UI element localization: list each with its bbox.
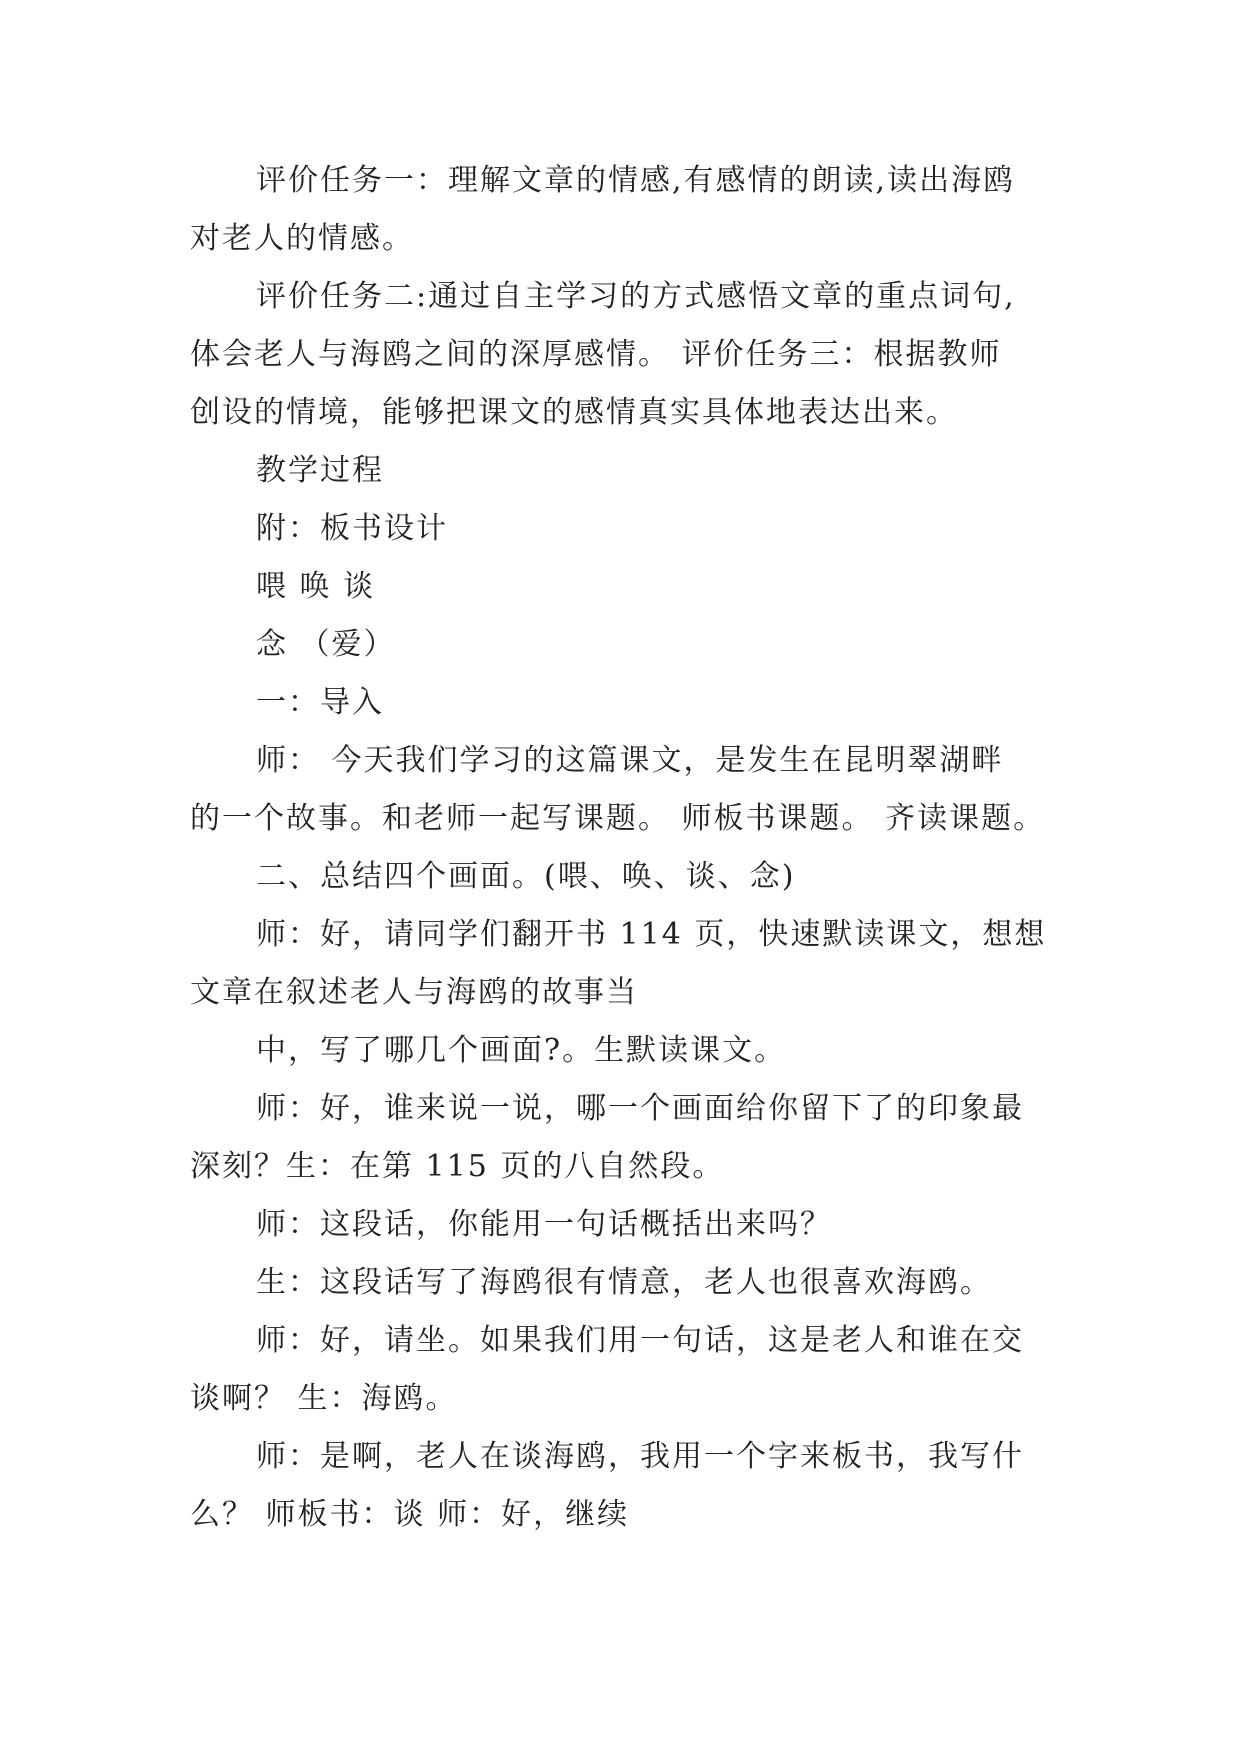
text-line-21: 师：好，请坐。如果我们用一句话，这是老人和谁在交 bbox=[256, 1323, 1024, 1358]
text-line-2: 对老人的情感。 bbox=[190, 221, 414, 256]
text-line-16: 中，写了哪几个画面?。生默读课文。 bbox=[256, 1033, 787, 1068]
document-body bbox=[190, 152, 1090, 1544]
text-line-15: 文章在叙述老人与海鸥的故事当 bbox=[190, 975, 638, 1010]
text-line-13: 二、总结四个画面。(喂、唤、谈、念) bbox=[256, 859, 796, 894]
text-line-24: 么？ 师板书：谈 师：好，继续 bbox=[190, 1497, 630, 1532]
text-line-8: 喂 唤 谈 bbox=[256, 569, 376, 604]
text-line-10: 一：导入 bbox=[256, 685, 384, 720]
text-line-11: 师： 今天我们学习的这篇课文，是发生在昆明翠湖畔 bbox=[256, 743, 1004, 778]
text-line-3: 评价任务二:通过自主学习的方式感悟文章的重点词句, bbox=[256, 279, 1016, 314]
text-line-9: 念 （爱） bbox=[256, 627, 396, 662]
text-line-12: 的一个故事。和老师一起写课题。 师板书课题。 齐读课题。 bbox=[190, 801, 1046, 836]
text-line-19: 师：这段话，你能用一句话概括出来吗？ bbox=[256, 1207, 832, 1242]
text-line-7: 附：板书设计 bbox=[256, 511, 448, 546]
text-line-17: 师：好，谁来说一说，哪一个画面给你留下了的印象最 bbox=[256, 1091, 1024, 1126]
text-line-14: 师：好，请同学们翻开书 114 页，快速默读课文，想想 bbox=[256, 917, 1047, 952]
section-heading-teaching-process: 教学过程 bbox=[256, 453, 384, 488]
text-line-5: 创设的情境，能够把课文的感情真实具体地表达出来。 bbox=[190, 395, 958, 430]
text-line-1: 评价任务一：理解文章的情感,有感情的朗读,读出海鸥 bbox=[256, 163, 1016, 198]
text-line-18: 深刻？生：在第 115 页的八自然段。 bbox=[190, 1149, 725, 1184]
text-line-23: 师：是啊，老人在谈海鸥，我用一个字来板书，我写什 bbox=[256, 1439, 1024, 1474]
text-line-4: 体会老人与海鸥之间的深厚感情。 评价任务三：根据教师 bbox=[190, 337, 1002, 372]
text-line-22: 谈啊？ 生：海鸥。 bbox=[190, 1381, 458, 1416]
text-line-20: 生：这段话写了海鸥很有情意，老人也很喜欢海鸥。 bbox=[256, 1265, 992, 1300]
